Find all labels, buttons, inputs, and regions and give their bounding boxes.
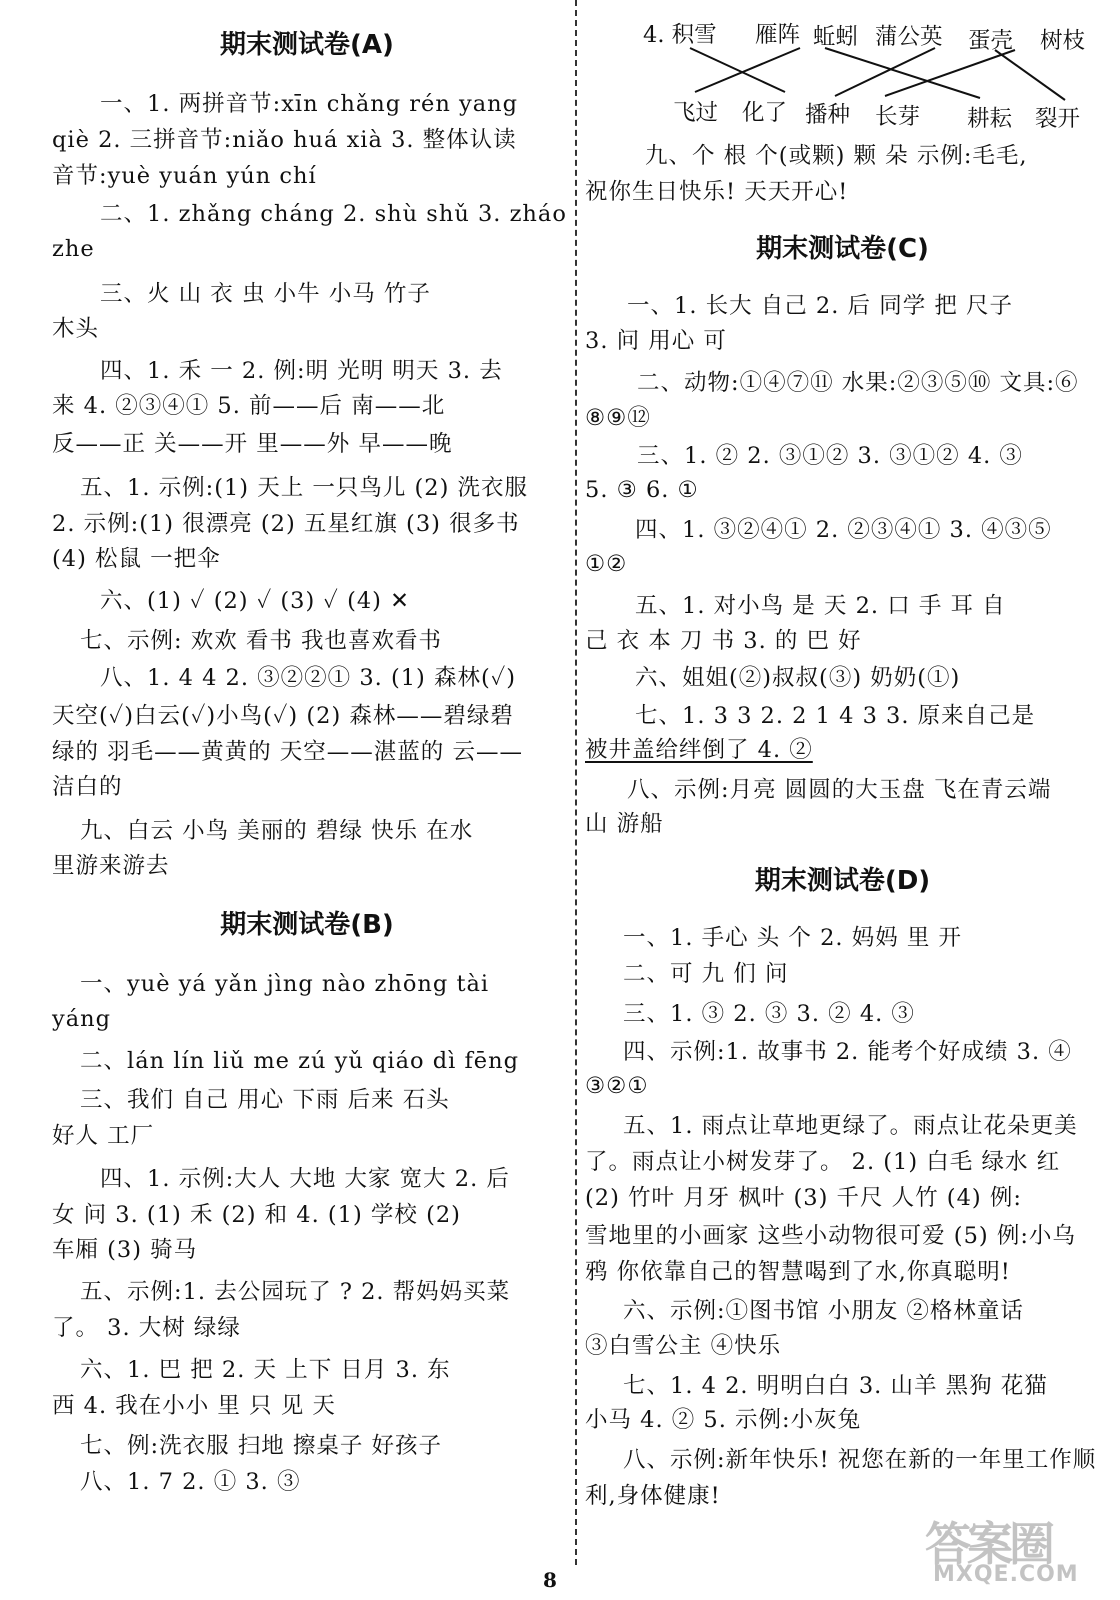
answer-line: 四、1. 禾 一 2. 例:明 光明 明天 3. 去 [100,358,503,384]
matching-exercise [585,0,1100,140]
answer-line: qiè 2. 三拼音节:niǎo huá xià 3. 整体认读 [52,127,517,153]
match-line [690,48,785,92]
watermark-url: MXQE.COM [933,1562,1079,1587]
answer-line: 六、1. 巴 把 2. 天 上下 日月 3. 东 [80,1357,451,1383]
match-bottom-word: 飞过 [673,100,719,126]
answer-line: 四、1. ③②④① 2. ②③④① 3. ④③⑤ [635,517,1052,543]
answer-line: 六、姐姐(②)叔叔(③) 奶奶(①) [635,665,961,691]
answer-line: 七、例:洗衣服 扫地 擦桌子 好孩子 [80,1433,443,1459]
match-bottom-word: 长芽 [875,104,921,130]
answer-line: 一、1. 两拼音节:xīn chǎng rén yang [100,91,519,117]
answer-line: 车厢 (3) 骑马 [52,1237,198,1263]
answer-line: 被井盖给绊倒了 4. ② [585,737,813,763]
answer-line: 八、1. 7 2. ① 3. ③ [80,1469,301,1495]
match-top-word: 4. 积雪 [643,22,717,48]
section-title-a: 期末测试卷(A) [220,30,394,60]
match-bottom-word: 播种 [805,102,851,128]
section-title-b: 期末测试卷(B) [220,910,394,940]
answer-line: (4) 松鼠 一把伞 [52,546,221,572]
answer-line: 六、示例:①图书馆 小朋友 ②格林童话 [623,1298,1024,1324]
match-line [995,50,1065,100]
answer-line: 五、1. 雨点让草地更绿了。雨点让花朵更美 [623,1113,1078,1139]
page-number: 8 [543,1568,557,1592]
answer-line: zhe [52,236,95,262]
answer-line: 三、我们 自己 用心 下雨 后来 石头 [80,1087,450,1113]
answer-line: 西 4. 我在小小 里 只 见 天 [52,1393,336,1419]
answer-line: 音节:yuè yuán yún chí [52,163,317,189]
answer-line: 六、(1) ✓ (2) ✓ (3) ✓ (4) ✕ [100,588,410,614]
answer-line: 二、可 九 们 问 [623,961,789,987]
answer-line: 3. 问 用心 可 [585,328,727,354]
answer-line: 七、1. 4 2. 明明白白 3. 山羊 黑狗 花猫 [623,1373,1048,1399]
answer-line: 五、1. 示例:(1) 天上 一只鸟儿 (2) 洗衣服 [80,475,529,501]
answer-line: 一、yuè yá yǎn jìng nào zhōng tài [80,971,490,997]
match-bottom-word: 裂开 [1035,106,1081,132]
answer-line: 八、示例:月亮 圆圆的大玉盘 飞在青云端 [627,777,1052,803]
answer-line: 2. 示例:(1) 很漂亮 (2) 五星红旗 (3) 很多书 [52,511,520,537]
answer-line: 天空(✓)白云(✓)小鸟(✓) (2) 森林——碧绿碧 [52,703,514,729]
answer-line: 二、1. zhǎng cháng 2. shù shǔ 3. zháo [100,201,567,227]
answer-line: 五、示例:1. 去公园玩了 ? 2. 帮妈妈买菜 [80,1279,511,1305]
answer-line: 九、个 根 个(或颗) 颗 朵 示例:毛毛, [645,143,1028,169]
answer-line: 己 衣 本 刀 书 3. 的 巴 好 [585,628,862,654]
answer-line: 祝你生日快乐! 天天开心! [585,179,849,205]
answer-line: 三、火 山 衣 虫 小牛 小马 竹子 [100,281,431,307]
watermark-text: 答案圈 [925,1517,1051,1571]
answer-line: 一、1. 长大 自己 2. 后 同学 把 尺子 [627,293,1013,319]
answer-line: 木头 [52,316,100,342]
answer-line: 绿的 羽毛——黄黄的 天空——湛蓝的 云—— [52,739,523,765]
answer-line: 二、动物:①④⑦⑪ 水果:②③⑤⑩ 文具:⑥ [637,370,1079,396]
answer-line: 了。雨点让小树发芽了。 2. (1) 白毛 绿水 红 [585,1149,1061,1175]
answer-line: 洁白的 [52,774,123,800]
answer-line: 五、1. 对小鸟 是 天 2. 口 手 耳 自 [635,593,1006,619]
answer-line: 鸦 你依靠自己的智慧喝到了水,你真聪明! [585,1259,1011,1285]
match-top-word: 蒲公英 [875,24,943,50]
answer-line: 八、示例:新年快乐! 祝您在新的一年里工作顺 [623,1447,1097,1473]
section-title-c: 期末测试卷(C) [756,234,929,264]
answer-line: 四、示例:1. 故事书 2. 能考个好成绩 3. ④ [623,1039,1072,1065]
answer-line: ⑧⑨⑫ [585,405,651,431]
match-line [695,48,800,92]
watermark-logo [925,1508,1095,1596]
answer-line: 二、lán lín liǔ me zú yǔ qiáo dì fēng [80,1048,519,1074]
answer-line: 四、1. 示例:大人 大地 大家 宽大 2. 后 [100,1166,510,1192]
answer-line: 一、1. 手心 头 个 2. 妈妈 里 开 [623,925,962,951]
answer-line: yáng [52,1006,112,1032]
answer-line: 了。 3. 大树 绿绿 [52,1315,241,1341]
answer-line: ③白雪公主 ④快乐 [585,1333,782,1359]
answer-line: 里游来游去 [52,853,170,879]
answer-line: 反——正 关——开 里——外 早——晚 [52,431,453,457]
answer-line: ①② [585,551,628,577]
answer-line: (2) 竹叶 月牙 枫叶 (3) 千尺 人竹 (4) 例: [585,1185,1022,1211]
answer-line: 三、1. ③ 2. ③ 3. ② 4. ③ [623,1001,915,1027]
answer-line: 5. ③ 6. ① [585,477,699,503]
match-top-word: 蛋壳 [968,28,1014,54]
answer-line: 利,身体健康! [585,1483,721,1509]
answer-line: 来 4. ②③④① 5. 前——后 南——北 [52,393,446,419]
answer-line: 好人 工厂 [52,1123,155,1149]
match-bottom-word: 耕耘 [967,106,1013,132]
section-title-d: 期末测试卷(D) [754,866,931,896]
answer-line: 小马 4. ② 5. 示例:小灰兔 [585,1407,862,1433]
match-top-word: 蚯蚓 [813,24,859,50]
answer-line: 九、白云 小鸟 美丽的 碧绿 快乐 在水 [80,818,474,844]
answer-line: ③②① [585,1073,649,1099]
answer-line: 七、示例: 欢欢 看书 我也喜欢看书 [80,628,443,654]
answer-line: 八、1. 4 4 2. ③②②① 3. (1) 森林(✓) [100,665,517,691]
answer-line: 女 问 3. (1) 禾 (2) 和 4. (1) 学校 (2) [52,1202,461,1228]
match-top-word: 树枝 [1040,28,1086,54]
answer-line: 雪地里的小画家 这些小动物很可爱 (5) 例:小乌 [585,1223,1076,1249]
answer-line: 三、1. ② 2. ③①② 3. ③①② 4. ③ [637,443,1023,469]
match-top-word: 雁阵 [755,22,801,48]
match-bottom-word: 化了 [742,100,788,126]
answer-line: 七、1. 3 3 2. 2 1 4 3 3. 原来自己是 [635,703,1036,729]
column-divider [575,0,577,1565]
answer-line: 山 游船 [585,811,664,837]
